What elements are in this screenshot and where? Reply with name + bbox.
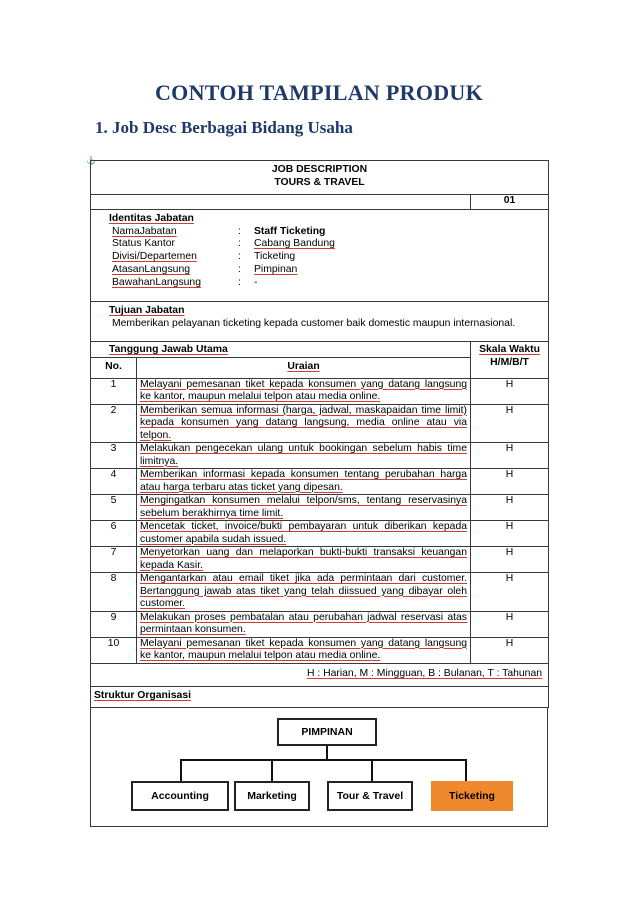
scale-header-line2: H/M/B/T <box>490 356 529 368</box>
anchor-icon: ⚓ <box>86 156 96 165</box>
table-row: 6 Mencetak ticket, invoice/bukti pembayaran untuk diberikan kepada customer apabila sudah issued. H <box>91 521 549 547</box>
table-row: 10 Melayani pemesanan tiket kepada konsumen yang datang langsung ke kantor, maupun melalui telpon atau media online. H <box>91 637 549 663</box>
row-scale: H <box>471 495 549 521</box>
identity-label: Identitas Jabatan <box>109 213 194 224</box>
row-scale: H <box>471 404 549 443</box>
section-subheading: 1. Job Desc Berbagai Bidang Usaha <box>95 118 353 137</box>
org-box-pimpinan: PIMPINAN <box>277 718 377 746</box>
identity-value: Pimpinan <box>254 263 298 275</box>
org-chart <box>90 708 548 827</box>
table-row: 3 Melakukan pengecekan ulang untuk bookingan sebelum habis time limitnya. H <box>91 443 549 469</box>
row-description: Mencetak ticket, invoice/bukti pembayaran untuk diberikan kepada customer apabila sudah issued. <box>137 521 471 547</box>
org-connector <box>180 759 182 781</box>
org-box-accounting: Accounting <box>131 781 229 811</box>
identity-key: NamaJabatan <box>112 225 177 237</box>
table-row: 7 Menyetorkan uang dan melaporkan bukti-bukti transaksi keuangan kepada Kasir. H <box>91 547 549 573</box>
doc-subtitle: TOURS & TRAVEL <box>274 176 365 188</box>
purpose-label: Tujuan Jabatan <box>109 305 185 316</box>
row-scale: H <box>471 469 549 495</box>
desc-header: Uraian <box>137 357 471 378</box>
table-row: 2 Memberikan semua informasi (harga, jadwal, maskapaidan time limit) kepada konsumen yang datang langsung, media online atau via telpon. H <box>91 404 549 443</box>
identity-sep: : <box>238 238 241 250</box>
scale-header <box>471 342 549 379</box>
identity-section <box>91 210 549 302</box>
org-box-tour-travel: Tour & Travel <box>327 781 413 811</box>
table-row: 1 Melayani pemesanan tiket kepada konsumen yang datang langsung ke kantor, maupun melalui telpon atau media online. H <box>91 378 549 404</box>
row-scale: H <box>471 573 549 612</box>
org-connector <box>271 759 273 781</box>
row-description: Menyetorkan uang dan melaporkan bukti-bukti transaksi keuangan kepada Kasir. <box>137 547 471 573</box>
identity-key: Divisi/Departemen <box>112 251 197 263</box>
identity-value: Cabang Bandung <box>254 238 335 250</box>
org-connector <box>371 759 373 781</box>
scale-header-line1: Skala Waktu <box>479 344 540 355</box>
identity-key: AtasanLangsung <box>112 263 190 275</box>
table-row: 9 Melakukan proses pembatalan atau perubahan jadwal reservasi atas permintaan konsumen. H <box>91 611 549 637</box>
identity-value: - <box>254 276 258 288</box>
job-description-document <box>90 160 548 802</box>
identity-sep: : <box>238 251 241 263</box>
org-connector <box>180 759 467 761</box>
row-description: Melayani pemesanan tiket kepada konsumen yang datang langsung ke kantor, maupun melalui telpon atau media online. <box>137 378 471 404</box>
row-scale: H <box>471 443 549 469</box>
row-description: Mengingatkan konsumen melalui telpon/sms, tentang reservasinya sebelum berakhirnya time limit. <box>137 495 471 521</box>
identity-value: Staff Ticketing <box>254 225 326 237</box>
responsibilities-label-cell <box>91 342 471 358</box>
no-header: No. <box>91 357 137 378</box>
row-description: Memberikan informasi kepada konsumen tentang perubahan harga atau harga terbaru atas ticket yang dipesan. <box>137 469 471 495</box>
identity-grid <box>112 226 545 290</box>
identity-key: Status Kantor <box>112 238 175 250</box>
org-box-marketing: Marketing <box>234 781 310 811</box>
org-box-ticketing: Ticketing <box>431 781 513 811</box>
page-heading: CONTOH TAMPILAN PRODUK <box>154 80 484 105</box>
identity-sep: : <box>238 225 241 237</box>
row-scale: H <box>471 378 549 404</box>
structure-label: Struktur Organisasi <box>94 690 192 702</box>
responsibilities-label: Tanggung Jawab Utama <box>109 344 228 355</box>
table-row: 8 Mengantarkan atau email tiket jika ada permintaan dari customer. Bertanggung jawab atas tiket yang telah diissued yang dibayar oleh customer. H <box>91 573 549 612</box>
doc-number: 01 <box>471 195 549 210</box>
table-row: 4 Memberikan informasi kepada konsumen tentang perubahan harga atau harga terbaru atas ticket yang dipesan. H <box>91 469 549 495</box>
row-scale: H <box>471 637 549 663</box>
table-row: 5 Mengingatkan konsumen melalui telpon/sms, tentang reservasinya sebelum berakhirnya time limit. H <box>91 495 549 521</box>
job-description-table <box>90 160 549 708</box>
identity-value: Ticketing <box>254 251 296 263</box>
purpose-text: Memberikan pelayanan ticketing kepada customer baik domestic maupun internasional. <box>112 317 516 329</box>
row-description: Melakukan pengecekan ulang untuk bookingan sebelum habis time limitnya. <box>137 443 471 469</box>
identity-sep: : <box>238 276 241 288</box>
row-scale: H <box>471 547 549 573</box>
structure-label-cell <box>91 686 549 707</box>
row-description: Melakukan proses pembatalan atau perubahan jadwal reservasi atas permintaan konsumen. <box>137 611 471 637</box>
purpose-section <box>91 302 549 342</box>
doc-title: JOB DESCRIPTION <box>271 164 368 175</box>
row-description: Melayani pemesanan tiket kepada konsumen yang datang langsung ke kantor, maupun melalui telpon atau media online. <box>137 637 471 663</box>
doc-title-cell <box>91 161 549 195</box>
identity-sep: : <box>238 263 241 275</box>
row-scale: H <box>471 521 549 547</box>
org-connector <box>465 759 467 781</box>
row-description: Mengantarkan atau email tiket jika ada permintaan dari customer. Bertanggung jawab atas tiket yang telah diissued yang dibayar oleh customer. <box>137 573 471 612</box>
identity-key: BawahanLangsung <box>112 276 201 288</box>
org-connector <box>326 746 328 760</box>
scale-legend: H : Harian, M : Mingguan, B : Bulanan, T : Tahunan <box>91 663 549 686</box>
row-scale: H <box>471 611 549 637</box>
row-description: Memberikan semua informasi (harga, jadwal, maskapaidan time limit) kepada konsumen yang datang langsung, media online atau via telpon. <box>137 404 471 443</box>
